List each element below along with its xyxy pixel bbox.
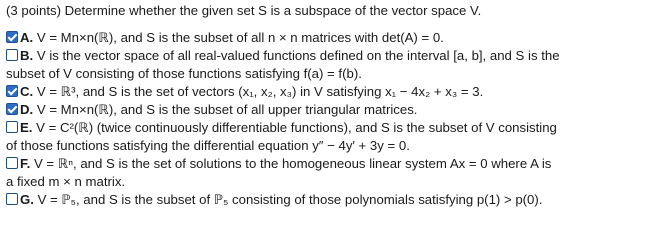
option-text: V = ℙ₅, and S is the subset of ℙ₅ consisting of those polynomials satisfying p(1) > p(0). — [37, 192, 543, 207]
option-text-continued: subset of V consisting of those functions satisfying f(a) = f(b). — [6, 66, 362, 81]
checkbox-e[interactable] — [6, 121, 18, 133]
option-letter: C. — [20, 84, 34, 99]
checkbox-d[interactable] — [6, 103, 18, 115]
option-text: V = ℝ³, and S is the set of vectors (x₁, x₂, x₃) in V satisfying x₁ − 4x₂ + x₃ = 3. — [36, 84, 484, 99]
option-letter: B. — [20, 48, 34, 63]
option-letter: G. — [20, 192, 34, 207]
option-text: V is the vector space of all real-valued functions defined on the interval [a, b], and S is the — [36, 48, 560, 63]
checkbox-f[interactable] — [6, 157, 18, 169]
option-text: V = C²(ℝ) (twice continuously differentiable functions), and S is the subset of V consisting — [36, 120, 557, 135]
option-text-continued: a fixed m × n matrix. — [6, 174, 126, 189]
answer-options — [6, 29, 646, 209]
option-text: V = ℝⁿ, and S is the set of solutions to the homogeneous linear system Ax = 0 where A is — [33, 156, 552, 171]
option-d[interactable] — [6, 101, 646, 119]
option-letter: A. — [20, 30, 34, 45]
option-g[interactable] — [6, 191, 646, 209]
option-text: V = Mn×n(ℝ), and S is the subset of all n × n matrices with det(A) = 0. — [36, 30, 444, 45]
checkbox-a[interactable] — [6, 31, 18, 43]
option-b[interactable] — [6, 47, 646, 83]
option-letter: D. — [20, 102, 34, 117]
option-text: V = Mn×n(ℝ), and S is the subset of all upper triangular matrices. — [36, 102, 418, 117]
checkbox-b[interactable] — [6, 49, 18, 61]
question-prompt: (3 points) Determine whether the given set S is a subspace of the vector space V. — [6, 3, 482, 18]
option-letter: F. — [20, 156, 31, 171]
option-letter: E. — [20, 120, 33, 135]
option-text-continued: of those functions satisfying the differential equation y″ − 4y′ + 3y = 0. — [6, 138, 410, 153]
checkbox-c[interactable] — [6, 85, 18, 97]
option-f[interactable] — [6, 155, 646, 191]
option-e[interactable] — [6, 119, 646, 155]
option-c[interactable] — [6, 83, 646, 101]
option-a[interactable] — [6, 29, 646, 47]
checkbox-g[interactable] — [6, 193, 18, 205]
